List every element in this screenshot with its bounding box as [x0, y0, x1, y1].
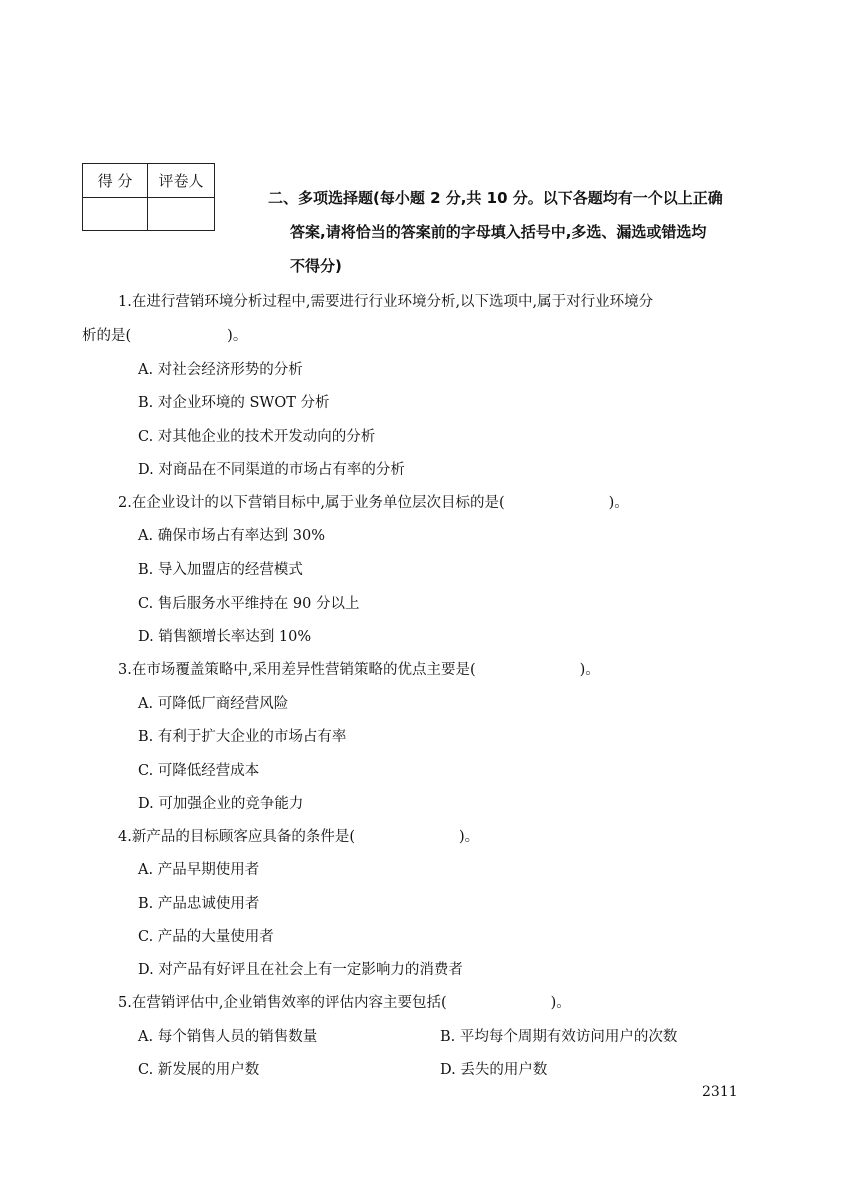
question-5-option-a: A. 每个销售人员的销售数量 [138, 1029, 318, 1045]
question-5-stem: 5.在营销评估中,企业销售效率的评估内容主要包括( )。 [118, 995, 571, 1011]
question-3-option-b: B. 有利于扩大企业的市场占有率 [138, 729, 347, 745]
question-5-option-d: D. 丢失的用户数 [440, 1062, 548, 1078]
question-2-option-b: B. 导入加盟店的经营模式 [138, 562, 303, 578]
score-box [82, 163, 215, 231]
question-2-option-c: C. 售后服务水平维持在 90 分以上 [138, 596, 360, 612]
question-5-option-b: B. 平均每个周期有效访问用户的次数 [440, 1029, 678, 1045]
question-1-option-c: C. 对其他企业的技术开发动向的分析 [138, 429, 376, 445]
section-title-line1: 二、多项选择题(每小题 2 分,共 10 分。以下各题均有一个以上正确 [268, 189, 723, 207]
grader-cell[interactable] [148, 198, 215, 231]
section-title-line3: 不得分) [290, 257, 342, 275]
question-4-option-c: C. 产品的大量使用者 [138, 929, 274, 945]
question-4-option-b: B. 产品忠诚使用者 [138, 896, 260, 912]
question-1-option-d: D. 对商品在不同渠道的市场占有率的分析 [138, 462, 405, 478]
question-3-option-d: D. 可加强企业的竞争能力 [138, 796, 304, 812]
question-2-option-a: A. 确保市场占有率达到 30% [138, 528, 326, 544]
question-1-stem-line1: 1.在进行营销环境分析过程中,需要进行行业环境分析,以下选项中,属于对行业环境分 [118, 294, 654, 310]
section-title-line2: 答案,请将恰当的答案前的字母填入括号中,多选、漏选或错选均 [290, 223, 707, 241]
question-2-option-d: D. 销售额增长率达到 10% [138, 629, 312, 645]
question-1-option-a: A. 对社会经济形势的分析 [138, 362, 303, 378]
grader-label: 评卷人 [148, 164, 215, 198]
question-3-option-a: A. 可降低厂商经营风险 [138, 696, 289, 712]
question-4-stem: 4.新产品的目标顾客应具备的条件是( )。 [118, 829, 480, 845]
question-1-option-b: B. 对企业环境的 SWOT 分析 [138, 395, 330, 411]
question-1-stem-line2: 析的是( )。 [82, 328, 248, 344]
question-5-option-c: C. 新发展的用户数 [138, 1062, 260, 1078]
score-label: 得 分 [83, 164, 148, 198]
question-2-stem: 2.在企业设计的以下营销目标中,属于业务单位层次目标的是( )。 [118, 495, 629, 511]
question-4-option-d: D. 对产品有好评且在社会上有一定影响力的消费者 [138, 962, 463, 978]
question-3-stem: 3.在市场覆盖策略中,采用差异性营销策略的优点主要是( )。 [118, 662, 600, 678]
question-3-option-c: C. 可降低经营成本 [138, 763, 260, 779]
page-number: 2311 [702, 1084, 738, 1100]
question-4-option-a: A. 产品早期使用者 [138, 862, 260, 878]
score-cell[interactable] [83, 198, 148, 231]
